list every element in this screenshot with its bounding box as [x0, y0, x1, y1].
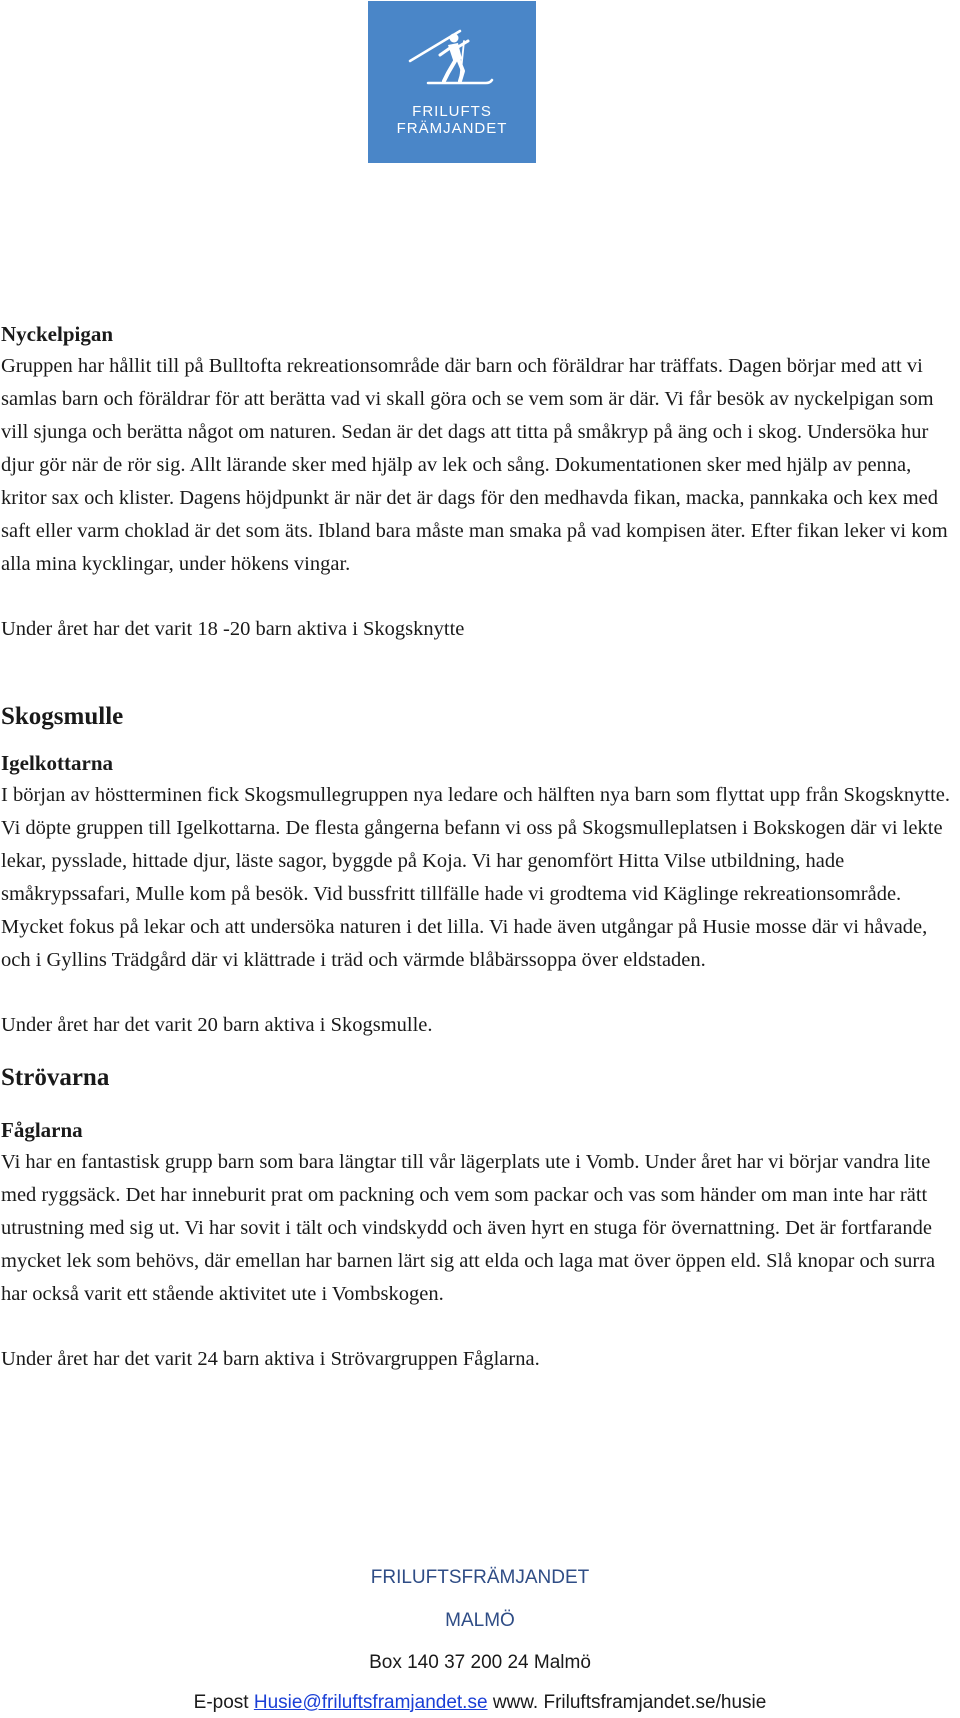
- document-body: [1, 318, 959, 1376]
- section-nyckelpigan: [1, 318, 959, 646]
- section-heading: Nyckelpigan: [1, 322, 114, 346]
- section-summary: Under året har det varit 18 -20 barn aktiva i Skogsknytte: [1, 618, 465, 640]
- footer-org-name: FRILUFTSFRÄMJANDET: [370, 1567, 590, 1588]
- logo-text-line2: FRÄMJANDET: [396, 120, 508, 137]
- footer-contact: [0, 1692, 960, 1714]
- logo-text-line1: FRILUFTS: [412, 103, 492, 120]
- section-heading: Skogsmulle: [1, 703, 124, 730]
- section-heading: Strövarna: [1, 1064, 110, 1091]
- section-strovarna: [1, 1060, 959, 1376]
- section-summary: Under året har det varit 24 barn aktiva i Strövargruppen Fåglarna.: [1, 1348, 540, 1370]
- footer-city: MALMÖ: [445, 1610, 515, 1631]
- group-heading: Fåglarna: [1, 1118, 83, 1142]
- footer-website: www. Friluftsframjandet.se/husie: [492, 1692, 767, 1713]
- section-summary: Under året har det varit 20 barn aktiva i Skogsmulle.: [1, 1014, 433, 1036]
- section-skogsmulle: [1, 699, 959, 1042]
- footer-email-prefix: E-post: [193, 1692, 249, 1713]
- friluftsframjandet-logo: [368, 1, 536, 163]
- section-paragraph: Vi har en fantastisk grupp barn som bara längtar till vår lägerplats ute i Vomb. Under året har vi börjar vandra lite med ryggsäck. Det har inneburit prat om packning och vem som packar och vas som händer om man inte har rätt utrustning med sig ut. Vi har sovit i tält och vindskydd och även hyrt en stuga för övernattning. Det är fortfarande mycket lek som behövs, där emellan har barnen lärt sig att elda och laga mat över öppen eld. Slå knopar och surra har också varit ett stående aktivitet ute i Vombskogen.: [1, 1151, 936, 1305]
- section-paragraph: I början av höstterminen fick Skogsmullegruppen nya ledare och hälften nya barn som flyttat upp från Skogsknytte. Vi döpte gruppen till Igelkottarna. De flesta gångerna befann vi oss på Skogsmulleplatsen i Bokskogen där vi lekte lekar, pysslade, hittade djur, läste sagor, byggde på Koja. Vi har genomfört Hitta Vilse utbildning, hade småkrypssafari, Mulle kom på besök. Vid bussfritt tillfälle hade vi grodtema vid Käglinge rekreationsområde. Mycket fokus på lekar och att undersöka naturen i det lilla. Vi hade även utgångar på Husie mosse där vi håvade, och i Gyllins Trädgård där vi klättrade i träd och värmde blåbärssoppa över eldstaden.: [1, 784, 951, 971]
- skier-icon: [368, 1, 536, 101]
- group-heading: Igelkottarna: [1, 751, 113, 775]
- footer-email-link[interactable]: Husie@friluftsframjandet.se: [253, 1692, 488, 1713]
- section-paragraph: Gruppen har hållit till på Bulltofta rekreationsområde där barn och föräldrar har träffats. Dagen börjar med att vi samlas barn och föräldrar för att berätta vad vi skall göra och se vem som är där. Vi får besök av nyckelpigan som vill sjunga och berätta något om naturen. Sedan är det dags att titta på småkryp på äng och i skog. Undersöka hur djur gör när de rör sig. Allt lärande sker med hjälp av lek och sång. Dokumentationen sker med hjälp av penna, kritor sax och klister. Dagens höjdpunkt är när det är dags för den medhavda fikan, macka, pannkaka och kex med saft eller varm choklad är det som äts. Ibland bara måste man smaka på vad kompisen äter. Efter fikan leker vi kom alla mina kycklingar, under hökens vingar.: [1, 355, 948, 575]
- footer-address: Box 140 37 200 24 Malmö: [369, 1652, 591, 1673]
